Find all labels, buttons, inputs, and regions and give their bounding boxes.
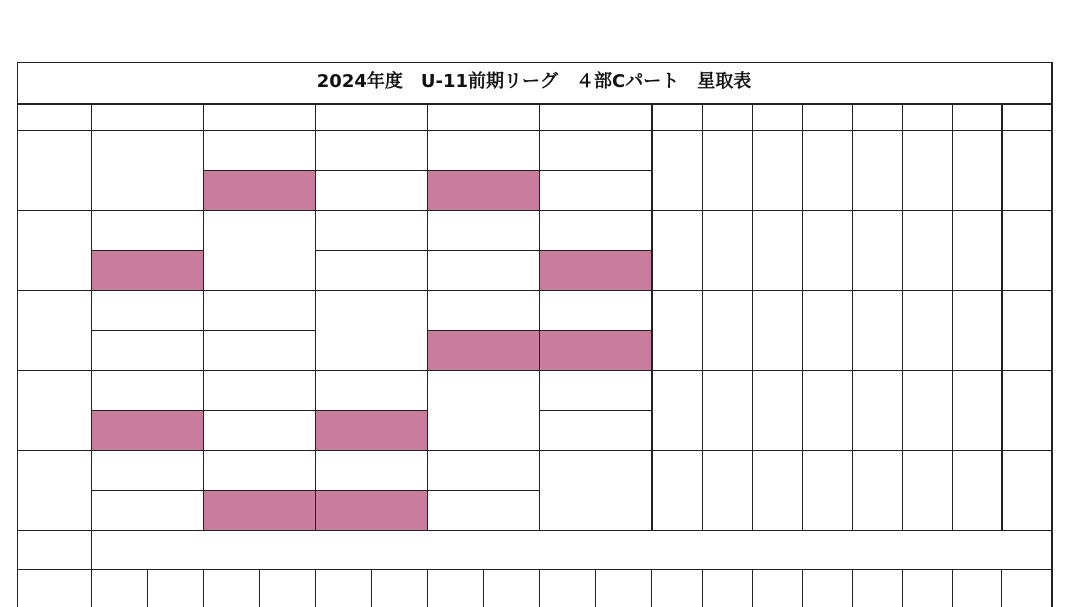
date-fill bbox=[204, 491, 315, 530]
grid-line bbox=[371, 569, 372, 607]
grid-line bbox=[702, 569, 703, 607]
grid-line bbox=[952, 569, 953, 607]
grid-line bbox=[802, 103, 803, 530]
grid-line bbox=[651, 103, 653, 530]
grid-line bbox=[315, 569, 316, 607]
grid-line bbox=[427, 103, 428, 530]
date-fill bbox=[204, 171, 315, 210]
grid-line bbox=[315, 410, 427, 411]
grid-line bbox=[539, 250, 651, 251]
grid-line bbox=[315, 103, 316, 530]
grid-line bbox=[1001, 103, 1003, 530]
grid-line bbox=[17, 130, 1051, 131]
grid-line bbox=[702, 103, 703, 530]
grid-line bbox=[17, 62, 18, 607]
grid-line bbox=[91, 330, 203, 331]
grid-line bbox=[595, 569, 596, 607]
date-fill bbox=[316, 411, 427, 450]
date-fill bbox=[92, 411, 203, 450]
grid-line bbox=[91, 250, 203, 251]
grid-line bbox=[483, 569, 484, 607]
grid-line bbox=[952, 103, 953, 530]
grid-line bbox=[539, 569, 540, 607]
grid-line bbox=[651, 569, 652, 607]
grid-line bbox=[315, 170, 427, 171]
grid-line bbox=[315, 250, 427, 251]
grid-line bbox=[17, 569, 1051, 570]
grid-line bbox=[147, 569, 148, 607]
grid-line bbox=[17, 103, 1051, 105]
grid-line bbox=[902, 569, 903, 607]
grid-line bbox=[802, 569, 803, 607]
grid-line bbox=[203, 569, 204, 607]
grid-line bbox=[203, 490, 315, 491]
grid-line bbox=[203, 170, 315, 171]
grid-line bbox=[539, 103, 540, 530]
grid-line bbox=[539, 410, 651, 411]
grid-line bbox=[1051, 62, 1053, 607]
grid-line bbox=[203, 330, 315, 331]
grid-line bbox=[427, 569, 428, 607]
date-fill bbox=[428, 171, 539, 210]
grid-line bbox=[315, 490, 427, 491]
grid-line bbox=[203, 103, 204, 530]
grid-line bbox=[902, 103, 903, 530]
grid-line bbox=[852, 103, 853, 530]
grid-line bbox=[852, 569, 853, 607]
date-fill bbox=[92, 251, 203, 290]
grid-line bbox=[17, 450, 1051, 451]
grid-line bbox=[427, 490, 539, 491]
grid-line bbox=[91, 410, 203, 411]
sheet-title: 2024年度 U-11前期リーグ ４部Cパート 星取表 bbox=[316, 71, 752, 92]
grid-line bbox=[539, 330, 651, 331]
grid-line bbox=[91, 103, 92, 607]
grid-line bbox=[427, 250, 539, 251]
grid-line bbox=[427, 170, 539, 171]
date-fill bbox=[428, 331, 539, 370]
date-fill bbox=[540, 251, 651, 290]
grid-line bbox=[17, 370, 1051, 371]
date-fill bbox=[316, 491, 427, 530]
date-fill bbox=[540, 331, 651, 370]
grid-line bbox=[752, 569, 753, 607]
grid-line bbox=[17, 530, 1051, 531]
grid-line bbox=[203, 410, 315, 411]
grid-line bbox=[17, 62, 1051, 63]
grid-line bbox=[427, 330, 539, 331]
grid-line bbox=[752, 103, 753, 530]
grid-line bbox=[17, 290, 1051, 291]
grid-line bbox=[1001, 569, 1002, 607]
grid-line bbox=[259, 569, 260, 607]
grid-line bbox=[539, 170, 651, 171]
grid-line bbox=[17, 210, 1051, 211]
grid-line bbox=[91, 490, 203, 491]
